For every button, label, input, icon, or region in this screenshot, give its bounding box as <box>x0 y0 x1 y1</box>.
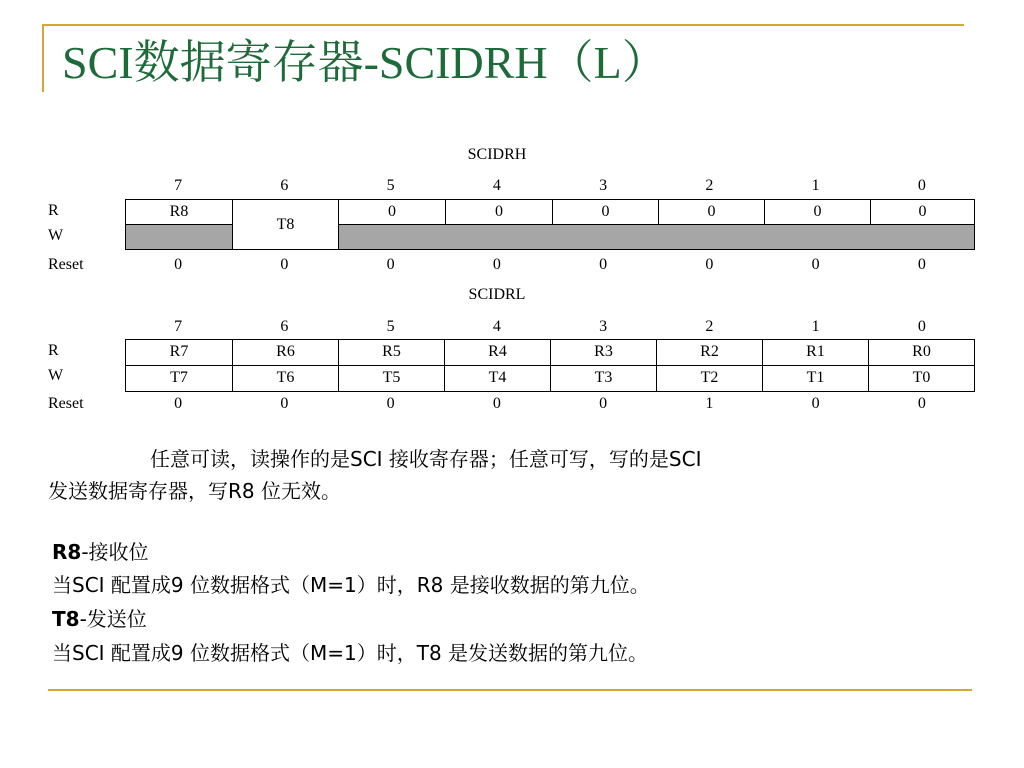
bit-cell: 0 <box>870 200 974 225</box>
top-divider <box>42 24 964 26</box>
description-line-1: 任意可读，读操作的是SCI 接收寄存器；任意可写，写的是SCI <box>150 447 702 471</box>
bit-number: 7 <box>174 177 183 194</box>
bit-cell: T7 <box>170 369 188 386</box>
r8-label: R8 <box>52 540 82 564</box>
reset-value: 0 <box>492 256 501 273</box>
bit-cell: T1 <box>762 366 868 391</box>
bit-number: 7 <box>174 318 183 335</box>
reset-value: 0 <box>917 256 926 273</box>
bit-cell: T3 <box>550 366 656 391</box>
reset-value: 0 <box>386 256 395 273</box>
bit-number: 3 <box>599 318 608 335</box>
bit-cell: 0 <box>552 200 658 225</box>
bit-number: 5 <box>386 318 395 335</box>
bit-number: 3 <box>599 177 608 194</box>
bit-cell: R3 <box>550 340 656 365</box>
bit-cell: T2 <box>656 366 762 391</box>
scidrh-bit-grid <box>125 199 975 250</box>
slide-title: SCI数据寄存器-SCIDRH（L） <box>62 37 668 88</box>
bit-cell: R2 <box>656 340 762 365</box>
bit-cell: T6 <box>232 366 338 391</box>
bottom-divider <box>48 689 972 691</box>
reset-value: 0 <box>811 256 820 273</box>
reserved-cell <box>126 225 232 249</box>
row-label-r: R <box>48 342 59 359</box>
t8-heading <box>52 604 147 634</box>
bit-number: 1 <box>811 318 820 335</box>
bit-cell: R5 <box>338 340 444 365</box>
bit-number: 0 <box>917 177 926 194</box>
reset-value: 1 <box>705 395 714 412</box>
row-label-w: W <box>48 367 64 384</box>
bit-cell: R6 <box>232 340 338 365</box>
reset-value: 0 <box>386 395 395 412</box>
reset-value: 0 <box>174 256 183 273</box>
row-label-reset: Reset <box>48 256 84 273</box>
bit-number: 6 <box>280 177 289 194</box>
bit-cell: 0 <box>339 200 445 225</box>
bit-number: 6 <box>280 318 289 335</box>
r8-heading <box>52 537 149 567</box>
t8-label: T8 <box>52 607 80 631</box>
reset-value: 0 <box>492 395 501 412</box>
bit-number: 0 <box>917 318 926 335</box>
bit-number: 4 <box>492 318 501 335</box>
reset-value: 0 <box>917 395 926 412</box>
bit-cell: T5 <box>338 366 444 391</box>
reset-value: 0 <box>599 256 608 273</box>
row-label-w: W <box>48 227 64 244</box>
scidrl-write-row <box>126 365 974 391</box>
bit-number: 2 <box>705 177 714 194</box>
reset-value: 0 <box>705 256 714 273</box>
bit-cell: 0 <box>658 200 764 225</box>
row-label-reset: Reset <box>48 395 84 412</box>
bit-number: 4 <box>492 177 501 194</box>
reset-value: 0 <box>280 256 289 273</box>
bit-cell: R0 <box>868 340 974 365</box>
scidrl-bit-numbers <box>125 318 975 336</box>
scidrl-read-row <box>126 340 974 365</box>
r8-description: 当SCI 配置成9 位数据格式（M=1）时，R8 是接收数据的第九位。 <box>52 573 650 597</box>
bit-cell: T4 <box>444 366 550 391</box>
t8-description: 当SCI 配置成9 位数据格式（M=1）时，T8 是发送数据的第九位。 <box>52 641 649 665</box>
scidrh-bit-numbers <box>125 177 975 195</box>
bit-cell: R4 <box>444 340 550 365</box>
bit-cell: R7 <box>169 343 189 360</box>
reserved-cell <box>339 225 974 249</box>
row-label-r: R <box>48 202 59 219</box>
bit-number: 1 <box>811 177 820 194</box>
reset-value: 0 <box>280 395 289 412</box>
reset-value: 0 <box>811 395 820 412</box>
bit-cell: R1 <box>762 340 868 365</box>
bit-cell: 0 <box>445 200 552 225</box>
reset-value: 0 <box>174 395 183 412</box>
scidrl-reset-values <box>125 395 975 413</box>
bit-cell: 0 <box>764 200 870 225</box>
r8-suffix: -接收位 <box>81 540 149 564</box>
bit-cell: R8 <box>126 200 232 225</box>
reset-value: 0 <box>599 395 608 412</box>
left-accent-bar <box>42 24 44 92</box>
scidrh-reset-values <box>125 256 975 274</box>
bit-number: 2 <box>705 318 714 335</box>
t8-suffix: -发送位 <box>79 607 147 631</box>
bit-cell: T0 <box>868 366 974 391</box>
bit-number: 5 <box>386 177 395 194</box>
description-line-2: 发送数据寄存器，写R8 位无效。 <box>48 479 341 503</box>
scidrl-name: SCIDRL <box>468 286 526 303</box>
bit-cell-t8: T8 <box>232 200 339 249</box>
scidrl-bit-grid <box>125 339 975 392</box>
scidrh-name: SCIDRH <box>467 146 527 163</box>
